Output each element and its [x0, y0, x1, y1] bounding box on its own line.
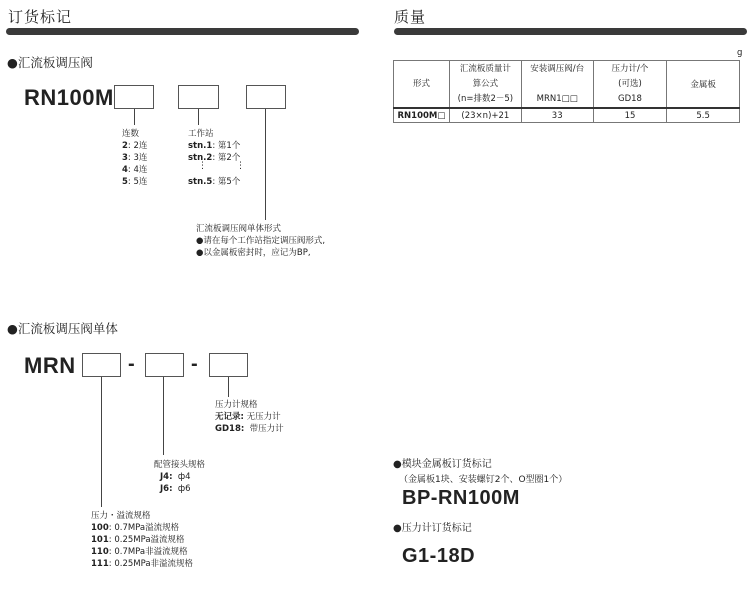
- workstation-connector: [198, 109, 199, 125]
- row-model: RN100M□: [394, 108, 450, 123]
- valve-form-note: [196, 223, 325, 259]
- header-gauge: 压力计/个 (可选) GD18: [593, 61, 667, 109]
- stations-item: 2: 2连: [122, 141, 148, 151]
- mass-table-row: [394, 108, 740, 123]
- workstation-item: stn.1: 第1个: [188, 141, 241, 151]
- model-dash: -: [128, 353, 135, 375]
- stations-code-box: [114, 85, 154, 109]
- gauge-spec-box: [209, 353, 248, 377]
- pressure-spec-item: 110: 0.7MPa非溢流规格: [91, 547, 188, 557]
- gauge-spec-title: 压力计规格: [215, 400, 258, 410]
- stations-title: 连数: [122, 129, 140, 139]
- gauge-order-heading: ●压力计订货标记: [393, 523, 472, 534]
- pipe-spec-legend: [154, 459, 205, 495]
- single-valve-model: MRN: [24, 353, 76, 378]
- gauge-spec-legend: [215, 399, 284, 435]
- blank-plate-note: （金属板1块、安装螺钉2个、O型圈1个）: [399, 475, 568, 485]
- single-valve-heading: ●汇流板调压阀单体: [7, 321, 118, 336]
- pipe-spec-item: J6: ф6: [160, 484, 191, 494]
- workstation-ellipsis: ⋮ ⋮: [198, 161, 245, 171]
- workstation-code-box: [178, 85, 219, 109]
- section-divider-order: [6, 28, 359, 35]
- gauge-spec-connector: [228, 377, 229, 397]
- valve-form-line: ●请在每个工作站指定调压阀形式,: [196, 236, 326, 246]
- manifold-heading: ●汇流板调压阀: [7, 55, 93, 70]
- header-manifold-formula: 汇流板质量计 算公式 (n=排数2－5): [449, 61, 521, 109]
- stations-legend: [122, 128, 147, 188]
- stations-connector: [134, 109, 135, 125]
- pressure-spec-item: 101: 0.25MPa溢流规格: [91, 535, 185, 545]
- section-divider-mass: [394, 28, 747, 35]
- workstation-title: 工作站: [188, 129, 214, 139]
- workstation-item: stn.5: 第5个: [188, 177, 241, 187]
- pressure-spec-item: 100: 0.7MPa溢流规格: [91, 523, 180, 533]
- row-gauge: 15: [593, 108, 667, 123]
- valve-form-code-box: [246, 85, 286, 109]
- manifold-model: RN100M: [24, 85, 114, 110]
- row-formula: (23×n)+21: [449, 108, 521, 123]
- stations-item: 3: 3连: [122, 153, 148, 163]
- pipe-spec-connector: [163, 377, 164, 455]
- blank-plate-heading: ●模块金属板订货标记: [393, 459, 492, 470]
- section-title-mass: 质量: [394, 8, 427, 26]
- gauge-spec-item: GD18: 带压力计: [215, 424, 284, 434]
- pipe-spec-box: [145, 353, 184, 377]
- gauge-order-code: G1-18D: [402, 545, 476, 567]
- row-valve: 33: [521, 108, 593, 123]
- valve-form-title: 汇流板调压阀单体形式: [196, 224, 282, 234]
- valve-form-connector: [265, 109, 266, 220]
- pressure-spec-connector: [101, 377, 102, 507]
- pressure-spec-title: 压力・溢流规格: [91, 511, 151, 521]
- header-blank-plate: 金属板: [667, 61, 740, 109]
- workstation-item: stn.2: 第2个: [188, 153, 241, 163]
- model-dash: -: [191, 353, 198, 375]
- pressure-spec-box: [82, 353, 121, 377]
- mass-table: [393, 60, 740, 123]
- header-valve: 安装调压阀/台 MRN1□□: [521, 61, 593, 109]
- row-blank-plate: 5.5: [667, 108, 740, 123]
- pipe-spec-item: J4: ф4: [160, 472, 191, 482]
- unit-label: g: [737, 48, 743, 58]
- workstation-legend: [188, 128, 245, 188]
- valve-form-line: ●以金属板密封时，应记为BP,: [196, 248, 311, 258]
- header-form: 形式: [394, 61, 450, 109]
- pressure-spec-legend: [91, 510, 193, 570]
- blank-plate-code: BP-RN100M: [402, 487, 520, 509]
- pressure-spec-item: 111: 0.25MPa非溢流规格: [91, 559, 194, 569]
- stations-item: 4: 4连: [122, 165, 148, 175]
- section-title-order: 订货标记: [8, 8, 73, 26]
- pipe-spec-title: 配管接头规格: [154, 460, 206, 470]
- mass-table-header: [394, 61, 740, 109]
- stations-item: 5: 5连: [122, 177, 148, 187]
- gauge-spec-item: 无记录: 无压力计: [215, 412, 281, 422]
